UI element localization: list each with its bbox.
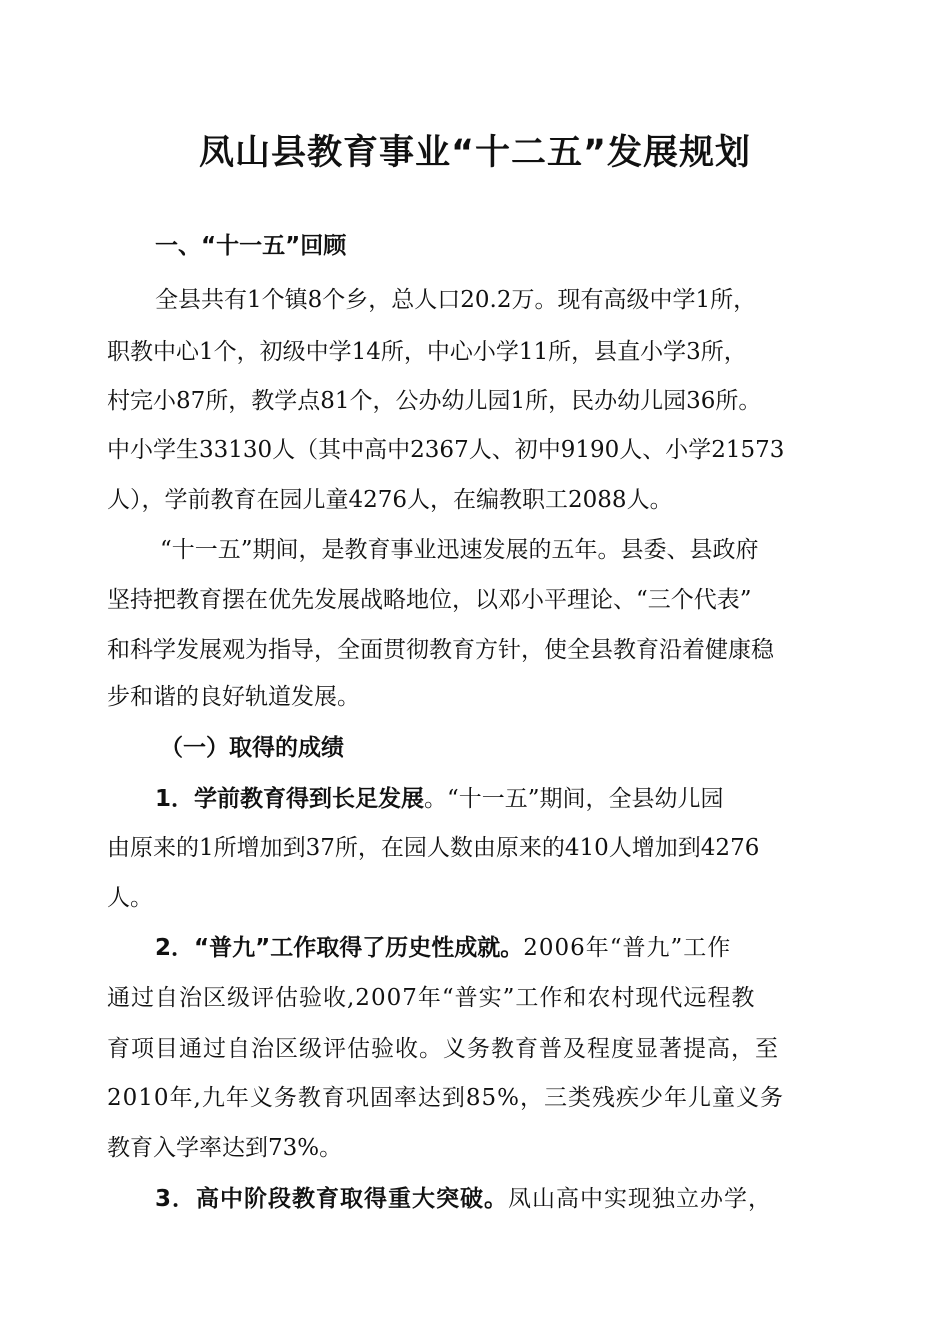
item-3-text: 凤山高中实现独立办学， [508, 1186, 773, 1212]
paragraph-2-line-1: “十一五”期间，是教育事业迅速发展的五年。县委、县政府 [160, 537, 759, 563]
item-2-line-5: 教育入学率达到73%。 [107, 1135, 343, 1161]
paragraph-1-line-4: 中小学生33130人（其中高中2367人、初中9190人、小学21573 [107, 437, 785, 463]
item-1-text: 。“十一五”期间，全县幼儿园 [424, 786, 724, 812]
paragraph-2-line-4: 步和谐的良好轨道发展。 [107, 684, 360, 710]
paragraph-1-line-1: 全县共有1个镇8个乡，总人口20.2万。现有高级中学1所， [155, 287, 757, 313]
item-1-bold-lead: 1．学前教育得到长足发展 [155, 786, 425, 812]
section-heading-1: 一、“十一五”回顾 [155, 233, 347, 259]
subsection-heading-1: （一）取得的成绩 [160, 735, 344, 761]
item-2-line-4: 2010年,九年义务教育巩固率达到85%，三类残疾少年儿童义务 [107, 1085, 784, 1111]
item-2-line-1 [155, 931, 852, 965]
paragraph-1-line-2: 职教中心1个，初级中学14所，中心小学11所，县直小学3所， [107, 339, 747, 365]
paragraph-1-line-3: 村完小87所，教学点81个，公办幼儿园1所，民办幼儿园36所。 [107, 388, 762, 414]
item-1-line-1 [155, 782, 852, 816]
item-1-line-2: 由原来的1所增加到37所，在园人数由原来的410人增加到4276 [107, 835, 760, 861]
paragraph-2-line-3: 和科学发展观为指导，全面贯彻教育方针，使全县教育沿着健康稳 [107, 637, 774, 663]
item-2-bold-lead: 2．“普九”工作取得了历史性成就。 [155, 935, 524, 961]
item-2-line-2: 通过自治区级评估验收,2007年“普实”工作和农村现代远程教 [107, 985, 756, 1011]
item-3-line-1 [155, 1182, 852, 1216]
paragraph-2-line-2: 坚持把教育摆在优先发展战略地位，以邓小平理论、“三个代表” [107, 587, 752, 613]
item-1-line-3: 人。 [107, 885, 153, 911]
item-2-text: 2006年“普九”工作 [523, 935, 732, 961]
item-2-line-3: 育项目通过自治区级评估验收。义务教育普及程度显著提高，至 [107, 1036, 779, 1062]
item-3-bold-lead: 3．高中阶段教育取得重大突破。 [155, 1186, 509, 1212]
paragraph-1-line-5: 人），学前教育在园儿童4276人，在编教职工2088人。 [107, 487, 673, 513]
document-title: 凤山县教育事业“十二五”发展规划 [198, 133, 751, 173]
